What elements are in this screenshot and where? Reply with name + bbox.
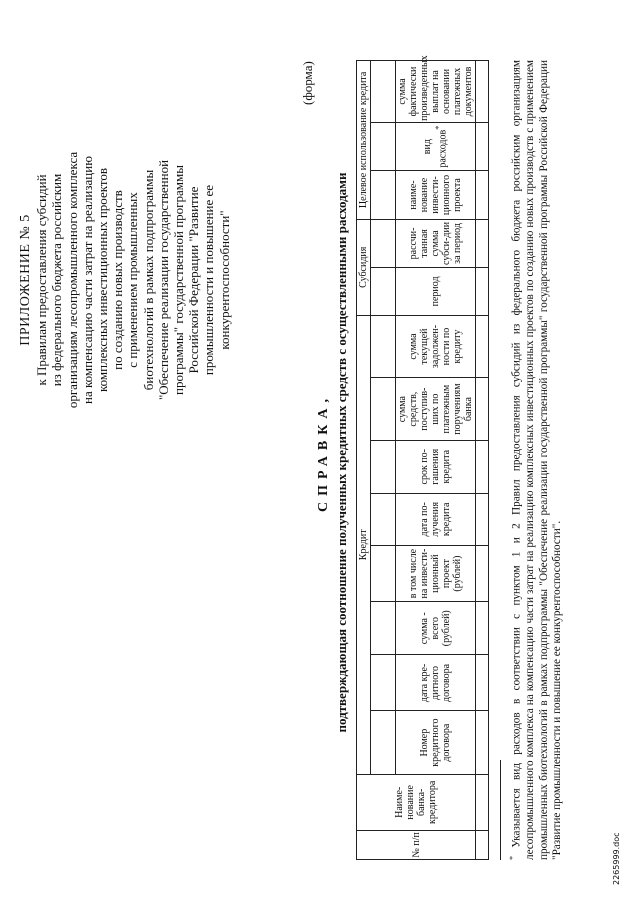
annex-line: по созданию новых производств xyxy=(110,190,126,370)
empty-cell xyxy=(476,378,489,441)
col-repay-term-header: срок по-гашения кредита xyxy=(396,440,476,493)
document-subtitle: подтверждающая соотношение полученных кредитных средств с осуществленными расходами xyxy=(334,172,349,733)
annex-line: конкурентоспособности" xyxy=(216,210,232,350)
blank-cell xyxy=(371,171,396,219)
empty-cell xyxy=(476,830,489,859)
empty-cell xyxy=(476,602,489,655)
blank-cell xyxy=(371,122,396,170)
blank-cell xyxy=(371,602,396,655)
annex-block xyxy=(18,75,232,485)
col-expense-type-header xyxy=(396,122,476,170)
blank-cell xyxy=(371,315,396,378)
col-contract-date-header: дата кре-дитного договора xyxy=(396,655,476,711)
empty-cell xyxy=(476,171,489,219)
col-actual-paid-header: сумма фактически произведенных выплат на основании платежных документов xyxy=(397,55,474,121)
col-sum-total-header: сумма - всего (рублей) xyxy=(396,602,476,655)
annex-line: организациям лесопромышленного комплекса xyxy=(64,151,80,409)
annex-line: к Правилам предоставления субсидий xyxy=(34,174,50,386)
empty-cell xyxy=(476,711,489,774)
empty-cell xyxy=(476,774,489,830)
empty-cell xyxy=(476,655,489,711)
col-current-debt-header: сумма текущей задолжен-ности по кредиту xyxy=(396,315,476,378)
col-project-name-header: наиме-нование инвести-ционного проекта xyxy=(396,171,476,219)
col-sum-received-header: сумма средств, поступив-ших по платежным поручениям банка xyxy=(396,378,476,441)
form-label: (форма) xyxy=(300,61,315,105)
blank-cell xyxy=(371,378,396,441)
document-code: 2265999.doc xyxy=(612,832,621,885)
group-subsidy-header: Субсидия xyxy=(357,219,371,315)
blank-cell xyxy=(371,268,396,316)
annex-heading: ПРИЛОЖЕНИЕ № 5 xyxy=(18,214,33,346)
group-target-use-header: Целевое использование кредита xyxy=(357,61,371,220)
annex-line: из федерального бюджета российским xyxy=(49,173,65,387)
empty-cell xyxy=(476,61,489,123)
empty-cell xyxy=(476,546,489,602)
blank-cell xyxy=(371,440,396,493)
footnote-text: Указывается вид расходов в соответствии с пунктом 1 и 2 Правил предоставления субсидий из федерального бюджета российским организациям лесопромышленного комплекса на компенсацию части затрат на реализацию комплексных инвестиционных проектов по созданию новых производств с применением промышленных биотехнологий в рамках подпрограммы "Обеспечение реализации государственной программы" государственной программы Российской Федерации "Развитие промышленности и повышение ее конкурентоспособности". xyxy=(510,60,563,860)
empty-cell xyxy=(476,122,489,170)
blank-cell xyxy=(371,219,396,267)
col-num-header: № п/п xyxy=(357,830,476,859)
col-period-header: период xyxy=(396,268,476,316)
blank-cell xyxy=(371,546,396,602)
blank-cell xyxy=(371,711,396,774)
footnote xyxy=(506,60,564,860)
document-title: СПРАВКА, xyxy=(316,393,331,512)
annex-line: биотехнологий в рамках подпрограммы xyxy=(140,169,156,391)
blank-cell xyxy=(371,655,396,711)
annex-line: "Обеспечение реализации государственной xyxy=(155,159,171,401)
col-incl-invest-header: в том числе на инвести-ционный проект (рублей) xyxy=(396,546,476,602)
footnote-marker: * xyxy=(508,856,517,860)
empty-cell xyxy=(476,219,489,267)
footnote-divider xyxy=(500,760,501,860)
col-contract-no-header: Номер кредитного договора xyxy=(396,711,476,774)
annex-line: комплексных инвестиционных проектов xyxy=(95,167,111,393)
empty-cell xyxy=(476,440,489,493)
footnote-mark: * xyxy=(434,125,444,130)
col-calc-subsidy-header: рассчи-танная сумма субси-дии за период xyxy=(396,219,476,267)
col-date-received-header: дата по-лучения кредита xyxy=(396,493,476,546)
expense-type-text: вид расходов xyxy=(422,129,449,168)
group-credit-header: Кредит xyxy=(357,315,371,774)
annex-line: программы" государственной программы xyxy=(171,165,187,395)
empty-cell xyxy=(476,268,489,316)
annex-line: промышленности и повышение ее xyxy=(201,184,217,376)
blank-cell xyxy=(371,61,396,123)
annex-line: на компенсацию части затрат на реализацию xyxy=(79,156,95,404)
blank-cell xyxy=(371,493,396,546)
credit-table xyxy=(356,55,489,860)
annex-line: Российской Федерации "Развитие xyxy=(186,186,202,374)
col-bank-header: Наиме-нование банка-кредитора xyxy=(357,774,476,830)
empty-cell xyxy=(476,315,489,378)
empty-cell xyxy=(476,493,489,546)
annex-line: с применением промышленных xyxy=(125,192,141,368)
